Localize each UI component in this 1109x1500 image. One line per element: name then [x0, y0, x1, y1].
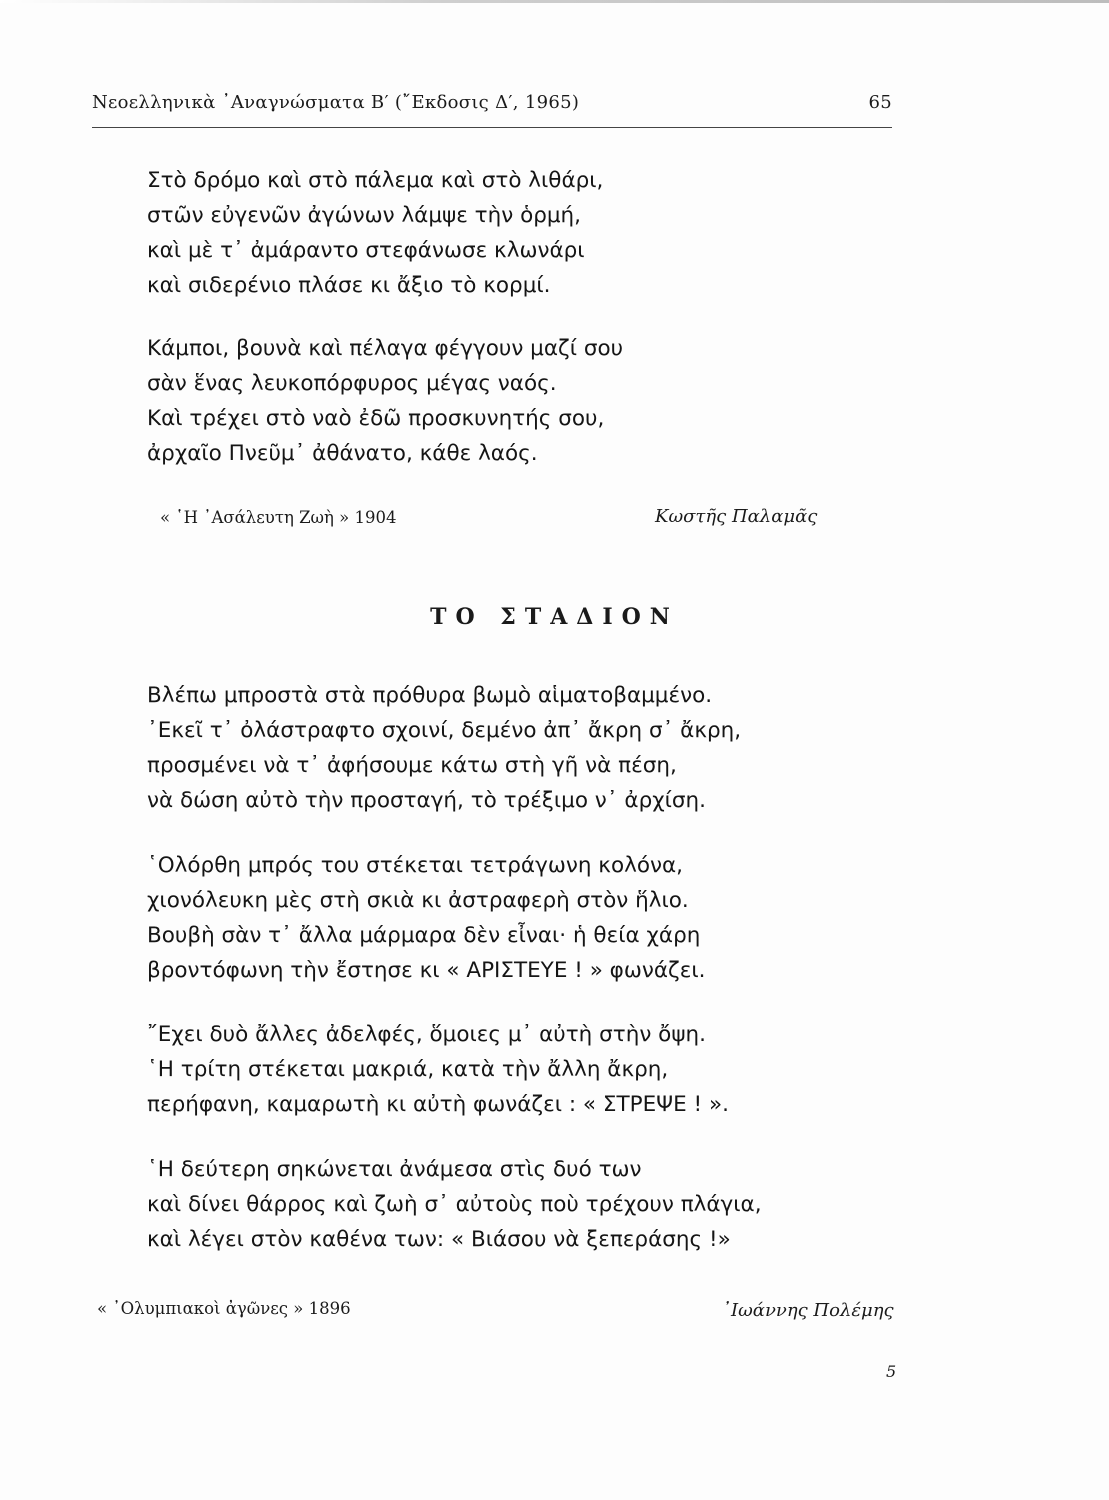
verse-line: Βλέπω μπροστὰ στὰ πρόθυρα βωμὸ αἱματοβαμμένο.: [147, 683, 713, 708]
verse-line: Κάμποι, βουνὰ καὶ πέλαγα φέγγουν μαζί σου: [147, 336, 624, 361]
verse-line: Βουβὴ σὰν τ᾿ ἄλλα μάρμαρα δὲν εἶναι· ἡ θεία χάρη: [147, 923, 701, 948]
running-head: [92, 92, 892, 122]
verse-line: ῾Ολόρθη μπρός του στέκεται τετράγωνη κολόνα,: [147, 853, 684, 878]
verse-line: ᾿Εκεῖ τ᾿ ὀλάστραφτο σχοινί, δεμένο ἀπ᾿ ἄκρη σ᾿ ἄκρη,: [147, 718, 742, 743]
running-head-title: Νεοελληνικὰ ᾿Αναγνώσματα Β′ (῎Εκδοσις Δ′, 1965): [92, 92, 580, 113]
verse-line: Καὶ τρέχει στὸ ναὸ ἐδῶ προσκυνητής σου,: [147, 406, 605, 431]
verse-line: ῾Η τρίτη στέκεται μακριά, κατὰ τὴν ἄλλη ἄκρη,: [147, 1057, 669, 1082]
verse-line: καὶ δίνει θάρρος καὶ ζωὴ σ᾿ αὐτοὺς ποὺ τρέχουν πλάγια,: [147, 1192, 762, 1217]
poem1-stanza-2: [147, 331, 623, 471]
poem2-stanza-4: [147, 1152, 762, 1257]
verse-line: στῶν εὐγενῶν ἀγώνων λάμψε τὴν ὁρμή,: [147, 203, 582, 228]
poem2-author: ᾿Ιωάννης Πολέμης: [722, 1300, 894, 1321]
verse-line: καὶ μὲ τ᾿ ἀμάραντο στεφάνωσε κλωνάρι: [147, 238, 585, 263]
verse-line: νὰ δώση αὐτὸ τὴν προσταγή, τὸ τρέξιμο ν᾿ ἀρχίση.: [147, 788, 706, 813]
verse-line: σὰν ἕνας λευκοπόρφυρος μέγας ναός.: [147, 371, 557, 396]
verse-line: ἀρχαῖο Πνεῦμ᾿ ἀθάνατο, κάθε λαός.: [147, 441, 538, 466]
verse-line: περήφανη, καμαρωτὴ κι αὐτὴ φωνάζει : « ΣΤΡΕΨΕ ! ».: [147, 1092, 729, 1117]
poem2-stanza-3: [147, 1017, 729, 1122]
verse-line: βροντόφωνη τὴν ἔστησε κι « ΑΡΙΣΤΕΥΕ ! » φωνάζει.: [147, 958, 706, 983]
poem2-stanza-1: [147, 678, 741, 818]
poem1-author: Κωστῆς Παλαμᾶς: [655, 506, 818, 527]
verse-line: ῾Η δεύτερη σηκώνεται ἀνάμεσα στὶς δυό των: [147, 1157, 642, 1182]
poem1-stanza-1: [147, 163, 603, 303]
poem2-source: « ᾿Ολυμπιακοὶ ἀγῶνες » 1896: [97, 1299, 351, 1318]
poem2-stanza-2: [147, 848, 705, 988]
poem2-title: ΤΟ ΣΤΑΔΙΟΝ: [430, 604, 679, 630]
verse-line: καὶ σιδερένιο πλάσε κι ἄξιο τὸ κορμί.: [147, 273, 551, 298]
scan-edge: [0, 0, 1109, 3]
verse-line: ῎Εχει δυὸ ἄλλες ἀδελφές, ὅμοιες μ᾿ αὐτὴ στὴν ὄψη.: [147, 1022, 706, 1047]
poem1-source: « ῾Η ᾿Ασάλευτη Ζωὴ » 1904: [160, 508, 397, 527]
page-number: 65: [868, 92, 892, 113]
verse-line: προσμένει νὰ τ᾿ ἀφήσουμε κάτω στὴ γῆ νὰ πέση,: [147, 753, 677, 778]
header-rule: [92, 127, 892, 128]
printer-signature-mark: 5: [886, 1362, 897, 1381]
verse-line: Στὸ δρόμο καὶ στὸ πάλεμα καὶ στὸ λιθάρι,: [147, 168, 604, 193]
verse-line: καὶ λέγει στὸν καθένα των: « Βιάσου νὰ ξεπεράσης !»: [147, 1227, 731, 1252]
verse-line: χιονόλευκη μὲς στὴ σκιὰ κι ἀστραφερὴ στὸν ἥλιο.: [147, 888, 689, 913]
